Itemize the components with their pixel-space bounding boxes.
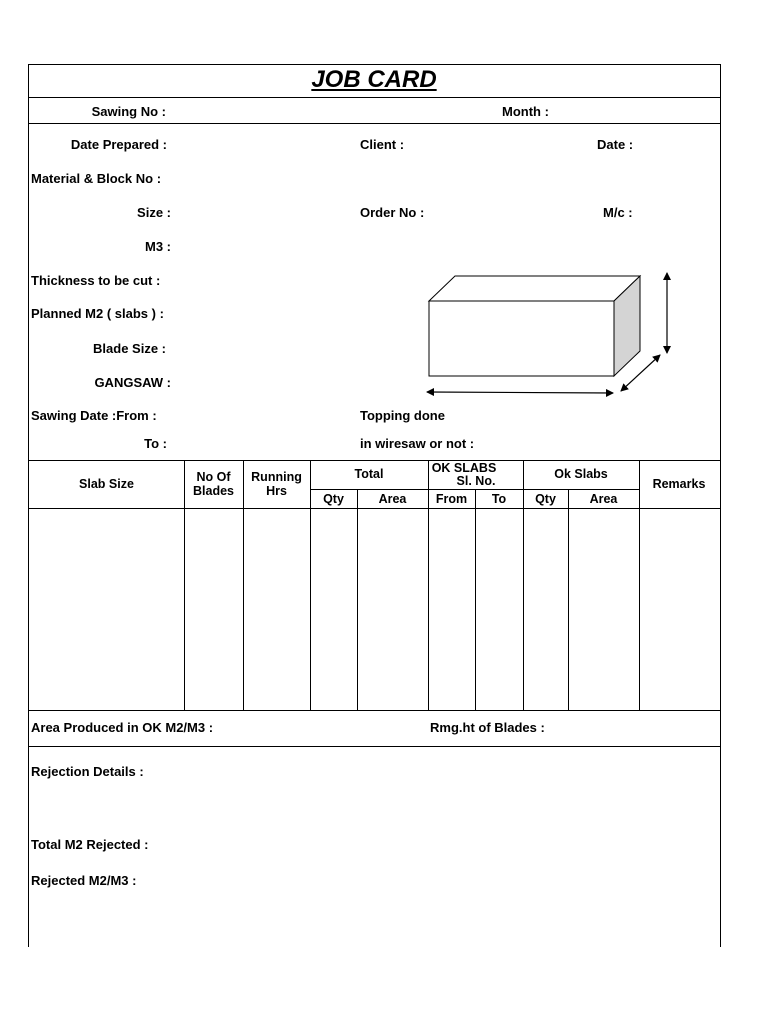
m3-label: M3 : [145,239,171,254]
col-ok-slabs: Ok Slabs [554,467,608,481]
col-from: From [435,492,468,506]
col-divider [357,489,358,710]
to-label: To : [144,436,167,451]
page-title: JOB CARD [311,66,437,93]
col-total-qty: Qty [323,492,344,506]
in-wiresaw-label: in wiresaw or not : [360,436,475,451]
date-label: Date : [597,137,634,152]
col-no-of-blades-2: Blades [193,484,234,498]
col-running-hrs-1: Running [251,470,302,484]
topping-done-label: Topping done [360,408,445,423]
divider [28,710,720,711]
order-no-label: Order No : [360,205,425,220]
material-block-label: Material & Block No : [31,171,162,186]
rejected-m2-m3-label: Rejected M2/M3 : [31,873,137,888]
planned-m2-label: Planned M2 ( slabs ) : [31,306,164,321]
gangsaw-label: GANGSAW : [94,375,171,390]
col-divider [639,460,640,710]
rejection-details-label: Rejection Details : [31,764,144,779]
col-remarks: Remarks [652,477,706,491]
mc-label: M/c : [603,205,633,220]
sawing-no-label: Sawing No : [91,104,166,119]
divider [28,508,720,509]
col-divider [568,489,569,710]
blade-size-label: Blade Size : [93,341,166,356]
month-label: Month : [502,104,549,119]
col-ok-slabs-sl-2: Sl. No. [456,474,496,488]
sawing-date-from-label: Sawing Date :From : [31,408,157,423]
col-total-area: Area [378,492,407,506]
total-m2-rejected-label: Total M2 Rejected : [31,837,149,852]
col-ok-qty: Qty [535,492,556,506]
col-ok-area: Area [589,492,618,506]
thickness-label: Thickness to be cut : [31,273,161,288]
divider [28,460,720,461]
rmg-ht-label: Rmg.ht of Blades : [430,720,545,735]
col-ok-slabs-sl-1: OK SLABS [431,461,497,475]
date-prepared-label: Date Prepared : [70,137,167,152]
area-produced-label: Area Produced in OK M2/M3 : [31,720,214,735]
client-label: Client : [360,137,405,152]
size-label: Size : [137,205,171,220]
col-slab-size: Slab Size [79,477,134,491]
col-total: Total [354,467,384,481]
col-running-hrs-2: Hrs [266,484,287,498]
col-to: To [491,492,507,506]
col-divider [475,489,476,710]
divider [28,746,720,747]
col-no-of-blades-1: No Of [196,470,231,484]
